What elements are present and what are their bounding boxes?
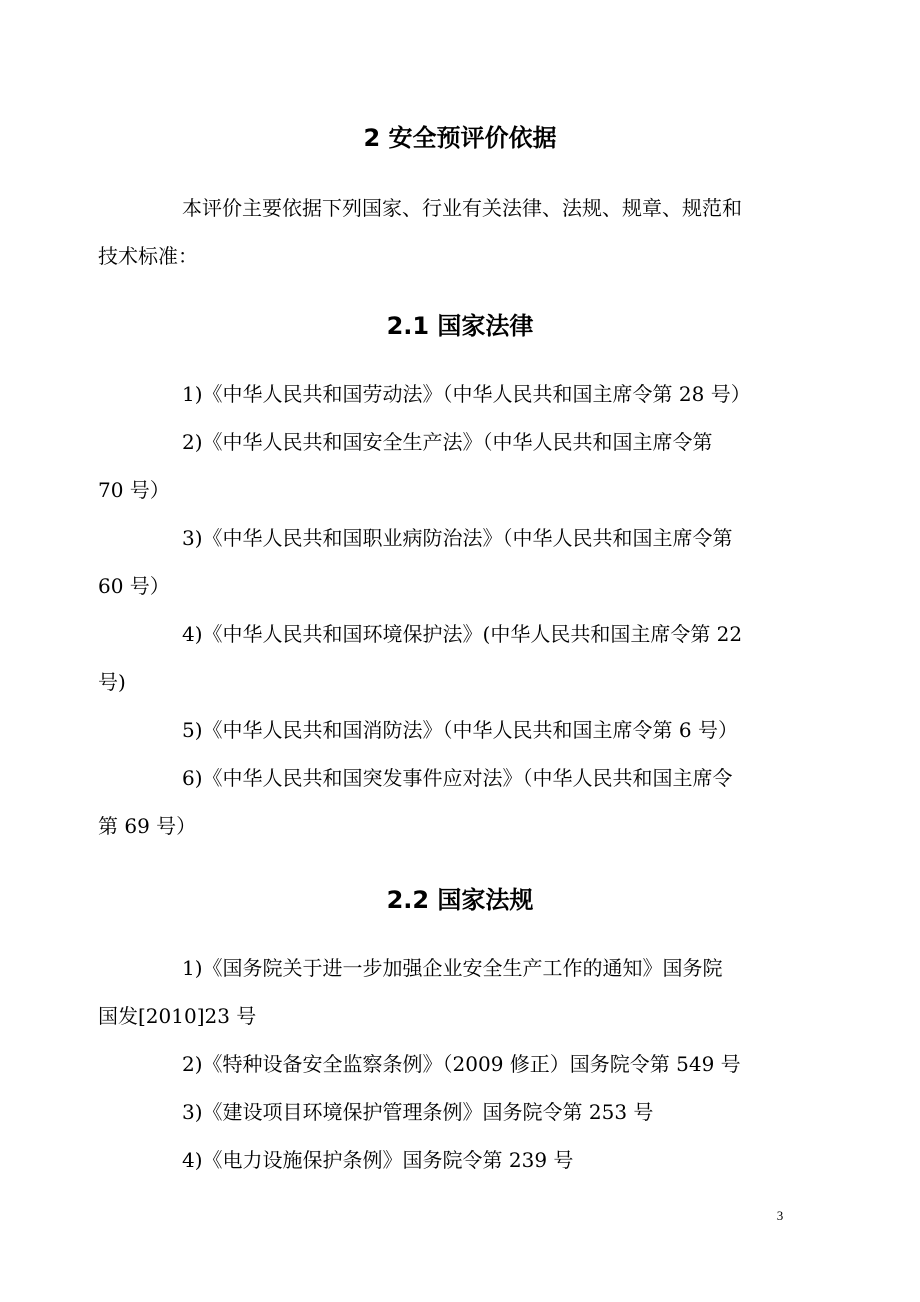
section-title: 2 安全预评价依据 [363, 124, 557, 152]
law-item [140, 706, 785, 754]
law-item-6-line-2: 第 69 号） [98, 814, 197, 838]
law-item-4-line-2: 号) [98, 670, 126, 694]
regulation-item [98, 944, 785, 1040]
intro-line-2: 技术标准： [98, 244, 198, 268]
law-item [140, 370, 785, 418]
law-item-4-line-1: 4)《中华人民共和国环境保护法》(中华人民共和国主席令第 22 [182, 622, 743, 646]
page-number: 3 [776, 1208, 784, 1223]
law-item-2-line-2: 70 号） [98, 478, 170, 502]
intro-paragraph [98, 184, 785, 280]
regulation-item-1-line-1: 1)《国务院关于进一步加强企业安全生产工作的通知》国务院 [182, 956, 723, 980]
law-item-3-line-2: 60 号） [98, 574, 170, 598]
regulation-item [140, 1088, 785, 1136]
laws-heading: 2.1 国家法律 [386, 312, 534, 340]
regulations-heading: 2.2 国家法规 [386, 886, 534, 914]
regulation-item-2-line-1: 2)《特种设备安全监察条例》（2009 修正）国务院令第 549 号 [182, 1052, 741, 1076]
regulation-item [140, 1136, 785, 1184]
law-item-6-line-1: 6)《中华人民共和国突发事件应对法》（中华人民共和国主席令 [182, 766, 733, 790]
law-item-5-line-1: 5)《中华人民共和国消防法》（中华人民共和国主席令第 6 号） [182, 718, 738, 742]
law-item [98, 754, 785, 850]
law-item [98, 514, 785, 610]
law-item-1-line-1: 1)《中华人民共和国劳动法》（中华人民共和国主席令第 28 号） [182, 382, 751, 406]
intro-line-1: 本评价主要依据下列国家、行业有关法律、法规、规章、规范和 [182, 196, 742, 220]
regulation-item-3-line-1: 3)《建设项目环境保护管理条例》国务院令第 253 号 [182, 1100, 654, 1124]
regulation-item [140, 1040, 785, 1088]
law-item-3-line-1: 3)《中华人民共和国职业病防治法》（中华人民共和国主席令第 [182, 526, 733, 550]
regulation-item-4-line-1: 4)《电力设施保护条例》国务院令第 239 号 [182, 1148, 574, 1172]
law-item-2-line-1: 2)《中华人民共和国安全生产法》（中华人民共和国主席令第 [182, 430, 713, 454]
law-item [98, 418, 785, 514]
law-item [98, 610, 785, 706]
regulation-item-1-line-2: 国发[2010]23 号 [98, 1004, 257, 1028]
